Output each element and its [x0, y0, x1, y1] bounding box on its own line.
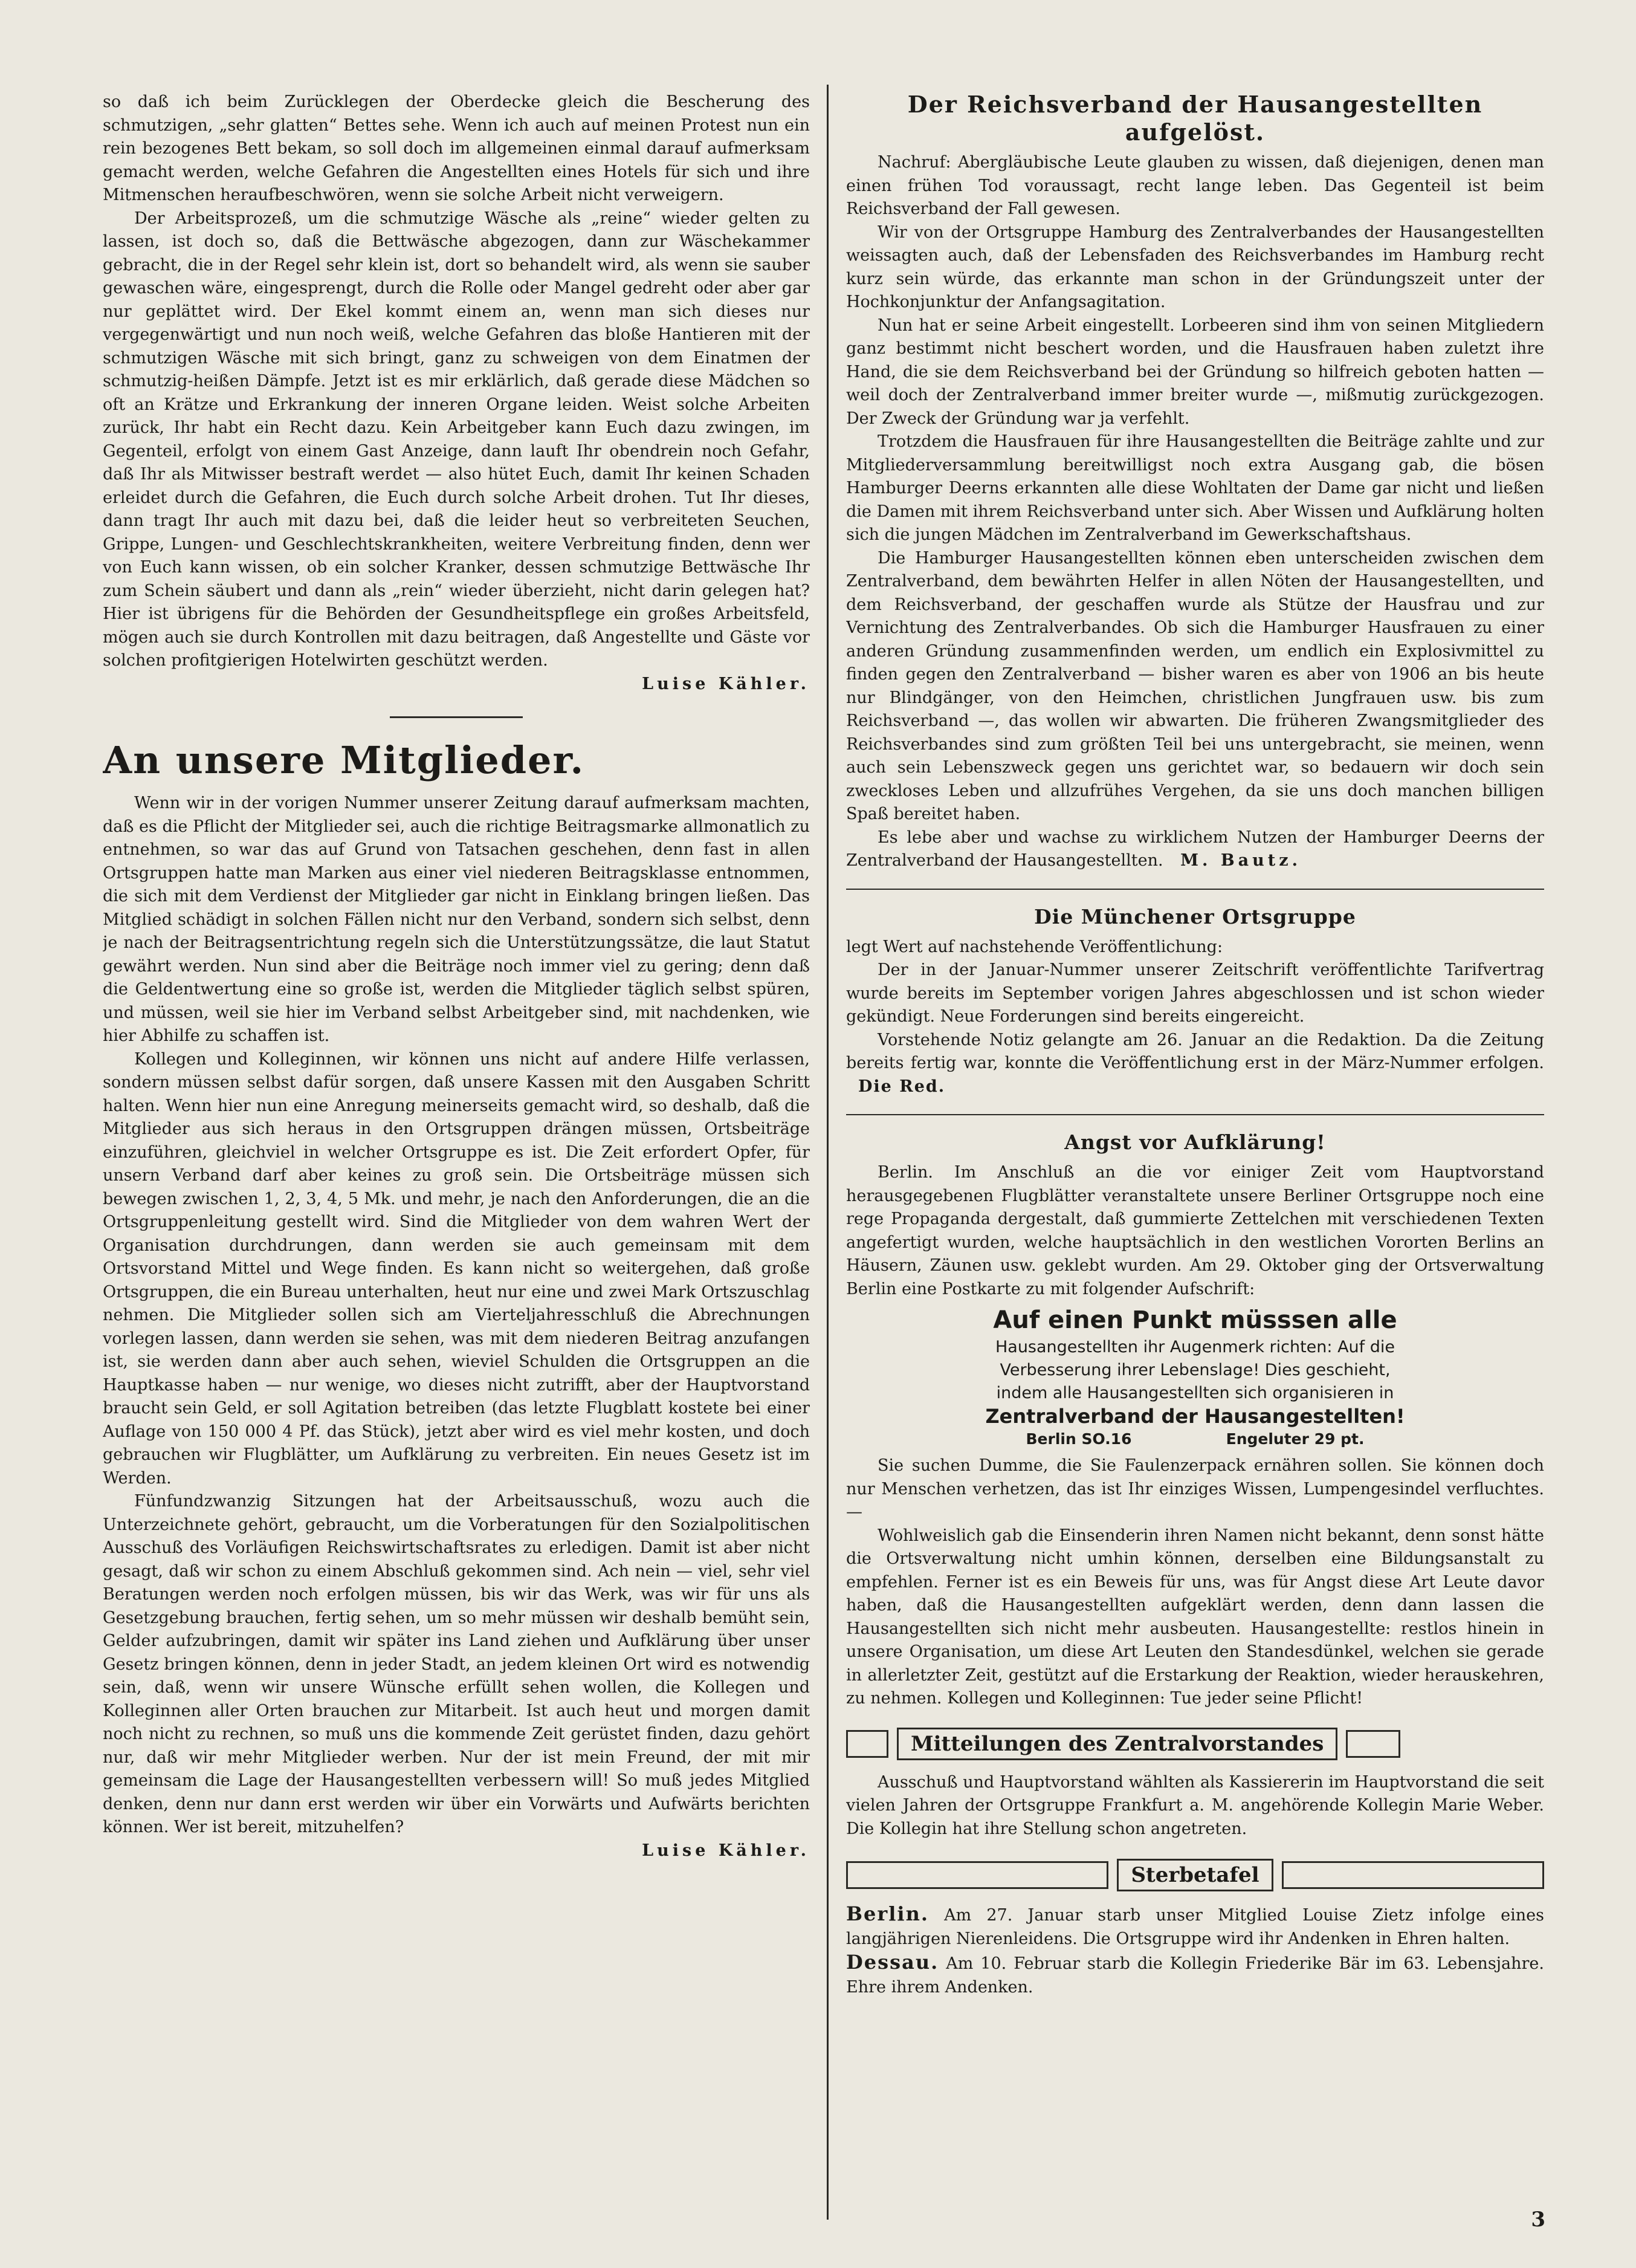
muenchen-signature: Die Red. — [858, 1077, 946, 1096]
header-ornament-box — [846, 1730, 888, 1758]
article-paragraph-3: Fünfundzwanzig Sitzungen hat der Arbeitsausschuß, wozu auch die Unterzeichnete gehört, gebraucht, um die Vorberatungen für den Sozialpolitischen Ausschuß des Vorläufigen Reichswirtschaftsrates zu erledigen. Damit ist aber nicht gesagt, daß wir schon zu einem Abschluß gekommen sind. Ach nein — viel, sehr viel Beratungen werden noch erfolgen müssen, bis wir das Werk, was wir für uns als Gesetzgebung brauchen, fertig sehen, um so mehr müssen wir deshalb bemüht sein, Gelder aufzubringen, damit wir später ins Land ziehen und Aufklärung über unser Gesetz bringen können, denn in jeder Stadt, an jedem kleinen Ort wird es notwendig sein, daß, wenn wir unsere Wünsche erfüllt sehen wollen, die Kollegen und Kolleginnen aller Orten brauchen zur Mitarbeit. Ist auch heut und morgen damit noch nicht zu rechnen, so muß uns die kommende Zeit gerüstet finden, dazu gehört nur, daß wir mehr Mitglieder werben. Nur der ist mein Freund, der mit mir gemeinsam die Lage der Hausangestellten verbessern will! So muß jedes Mitglied denken, denn nur dann erst werden wir über ein Vorwärts und Aufwärts berichten können. Wer ist bereit, mitzuhelfen? — [103, 1492, 810, 1836]
reichsverband-signature: M. Bautz. — [1180, 851, 1301, 870]
sterbetafel-place: Berlin. — [846, 1902, 929, 1925]
muenchen-paragraph-2-text: Vorstehende Notiz gelangte am 26. Januar an die Redaktion. Da die Zeitung bereits fertig war, konnte die Veröffentlichung erst in der März-Nummer erfolgen. — [846, 1030, 1544, 1072]
article-title: An unsere Mitglieder. — [103, 738, 585, 782]
mitteilungen-title: Mitteilungen des Zentralvorstandes — [897, 1728, 1337, 1760]
reichsverband-title: Der Reichsverband der Hausangestellten aufgelöst. — [907, 91, 1483, 146]
notice-address-right: Engeluter 29 pt. — [1226, 1430, 1365, 1448]
angst-paragraph-1: Berlin. Im Anschluß an die vor einiger Zeit vom Hauptvorstand herausgegebenen Flugblätter veranstaltete unsere Berliner Ortsgruppe noch eine rege Propaganda dergestalt, daß gummierte Zettelchen mit verschiedenen Texten angefertigt wurden, welche hauptsächlich in den westlichen Vororten Berlins an Häusern, Zäunen usw. geklebt wurden. Am 29. Oktober ging der Ortsverwaltung Berlin eine Postkarte zu mit folgender Aufschrift: — [846, 1163, 1544, 1298]
notice-organization: Zentralverband der Hausangestellten! — [985, 1405, 1405, 1428]
notice-address — [1026, 1428, 1365, 1451]
header-ornament-box — [846, 1861, 1108, 1889]
postcard-notice — [846, 1304, 1544, 1451]
sterbetafel-place: Dessau. — [846, 1951, 939, 1974]
reichsverband-paragraph-1: Nachruf: Abergläubische Leute glauben zu wissen, daß diejenigen, denen man einen frühen Tod voraussagt, recht lange leben. Das Gegenteil ist beim Reichsverband der Fall gewesen. — [846, 153, 1544, 218]
article-paragraph-2: Kollegen und Kolleginnen, wir können uns nicht auf andere Hilfe verlassen, sondern müssen selbst dafür sorgen, daß unsere Kassen mit den Ausgaben Schritt halten. Wenn hier nun eine Anregung meinerseits gemacht wird, so deshalb, daß die Mitglieder aus sich heraus in den Ortsgruppen drängen müssen, Ortsbeiträge einzuführen, gleichviel in welcher Ortsgruppe es ist. Die Zeit erfordert Opfer, für unsern Verband darf aber keines zu groß sein. Die Ortsbeiträge müssen sich bewegen zwischen 1, 2, 3, 4, 5 Mk. und mehr, je nach den Anforderungen, die an die Ortsgruppenleitung gestellt wird. Sind die Mitglieder von dem wahren Wert der Organisation durchdrungen, dann werden sie auch gemeinsam mit dem Ortsvorstand Mittel und Wege finden. Es kann nicht so weitergehen, daß große Ortsgruppen, die ein Bureau unterhalten, heut nur eine und zwei Mark Ortszuschlag nehmen. Die Mitglieder sollen sich am Vierteljahresschluß die Abrechnungen vorlegen lassen, dann werden sie sehen, was mit dem niederen Beitrag anzufangen ist, sie werden dann aber auch sehen, wieviel Schulden die Ortsgruppen an die Hauptkasse haben — nur wenige, wo dieses nicht zutrifft, aber der Hauptvorstand braucht sein Geld, er soll Agitation betreiben (das letzte Flugblatt kostete bei einer Auflage von 150 000 4 Pf. das Stück), jetzt aber wird es viel mehr kosten, und doch gebrauchen wir Flugblätter, um Aufklärung zu verbreiten. Ein neues Gesetz ist im Werden. — [103, 1049, 810, 1488]
article-divider — [390, 716, 523, 718]
reichsverband-closing: Es lebe aber und wachse zu wirklichem Nutzen der Hamburger Deerns der Zentralverband der Hausangestellten. — [846, 828, 1544, 870]
sterbetafel-entry — [846, 1902, 1544, 1951]
notice-line-1: Hausangestellten ihr Augenmerk richten: Auf die — [995, 1338, 1395, 1356]
angst-paragraph-3: Wohlweislich gab die Einsenderin ihren Namen nicht bekannt, denn sonst hätte die Ortsverwaltung nicht umhin können, derselben eine Bildungsanstalt zu empfehlen. Ferner ist es ein Beweis für uns, was für Angst diese Art Leute davor haben, daß die Hausangestellten aufgeklärt werden, denn dann lassen die Hausangestellten sich nicht mehr ausbeuten. Hausangestellte: restlos hinein in unsere Organisation, um diese Art Leuten den Standesdünkel, welchen sie gerade in allerletzter Zeit, gestützt auf die Erstarkung der Reaktion, wieder herauskehren, zu nehmen. Kollegen und Kolleginnen: Tue jeder seine Pflicht! — [846, 1526, 1544, 1708]
mitteilungen-paragraph: Ausschuß und Hauptvorstand wählten als Kassiererin im Hauptvorstand die seit vielen Jahren der Ortsgruppe Frankfurt a. M. angehörende Kollegin Marie Weber. Die Kollegin hat ihre Stellung schon angetreten. — [846, 1772, 1544, 1838]
article-signature: Luise Kähler. — [642, 1841, 810, 1860]
column-divider — [827, 85, 829, 2220]
notice-address-left: Berlin SO.16 — [1026, 1430, 1132, 1448]
left-column — [103, 91, 810, 2195]
reichsverband-paragraph-4: Trotzdem die Hausfrauen für ihre Hausangestellten die Beiträge zahlte und zur Mitgliederversammlung bereitwilligst noch extra Ausgang gab, die bösen Hamburger Deerns erkannten alle diese Wohltaten der Dame gar nicht und ließen die Damen mit ihrem Reichsverband unter sich. Aber Wissen und Aufklärung holten sich die jungen Mädchen im Zentralverband im Gewerkschaftshaus. — [846, 432, 1544, 544]
continued-signature: Luise Kähler. — [642, 674, 810, 693]
muenchen-title: Die Münchener Ortsgruppe — [1034, 904, 1356, 928]
angst-paragraph-2: Sie suchen Dumme, die Sie Faulenzerpack ernähren sollen. Sie können doch nur Menschen verhetzen, das ist Ihr einziges Wissen, Lumpengesindel verfluchtes. — — [846, 1456, 1544, 1521]
angst-title: Angst vor Aufklärung! — [1064, 1130, 1326, 1154]
sterbetafel-header — [846, 1859, 1544, 1891]
article-paragraph-1: Wenn wir in der vorigen Nummer unserer Zeitung darauf aufmerksam machten, daß es die Pflicht der Mitglieder sei, auch die richtige Beitragsmarke allmonatlich zu entnehmen, so war das auf Grund von Tatsachen geschehen, denn fast in allen Ortsgruppen hatte man Marken aus einer viel niederen Beitragsklasse entnommen, die sich mit dem Verdienst der Mitglieder gar nicht in Einklang bringen ließen. Das Mitglied schädigt in solchen Fällen nicht nur den Verband, sondern sich selbst, denn je nach der Beitragsentrichtung regeln sich die Unterstützungssätze, die laut Statut gewährt werden. Nun sind aber die Beiträge noch immer viel zu gering; denn daß die Geldentwertung eine so große ist, werden die Mitglieder täglich selbst spüren, und müssen, weil sie hier im Verband selbst Arbeitgeber sind, mit nachdenken, wie hier Abhilfe zu schaffen ist. — [103, 794, 810, 1045]
muenchen-paragraph-2 — [846, 1029, 1544, 1099]
sterbetafel-text: Am 27. Januar starb unser Mitglied Louise Zietz infolge eines langjährigen Nierenleidens. Die Ortsgruppe wird ihr Andenken in Ehren halten. — [846, 1906, 1544, 1948]
section-divider — [846, 889, 1544, 890]
muenchen-intro: legt Wert auf nachstehende Veröffentlichung: — [846, 937, 1223, 956]
header-ornament-box — [1346, 1730, 1400, 1758]
mitteilungen-header — [846, 1728, 1544, 1760]
sterbetafel-text: Am 10. Februar starb die Kollegin Friederike Bär im 63. Lebensjahre. Ehre ihrem Andenken. — [846, 1954, 1544, 1997]
header-ornament-box — [1282, 1861, 1544, 1889]
sterbetafel-entry — [846, 1951, 1544, 1999]
continued-paragraph-1: so daß ich beim Zurücklegen der Oberdecke gleich die Bescherung des schmutzigen, „sehr glatten“ Bettes sehe. Wenn ich auch auf meinen Protest nun ein rein bezogenes Bett bekam, so soll doch im allgemeinen einmal darauf aufmerksam gemacht werden, welche Gefahren die Angestellten eines Hotels für sich und ihre Mitmenschen heraufbeschwören, wenn sie solche Arbeit nicht verweigern. — [103, 92, 810, 204]
reichsverband-paragraph-2: Wir von der Ortsgruppe Hamburg des Zentralverbandes der Hausangestellten weissagten auch, daß der Lebensfaden des Reichsverbandes im Hamburg recht kurz sein würde, das erkannte man schon in der Gründungszeit unter der Hochkonjunktur der Anfangsagitation. — [846, 222, 1544, 311]
right-column — [846, 91, 1544, 2195]
reichsverband-paragraph-5: Die Hamburger Hausangestellten können eben unterscheiden zwischen dem Zentralverband, dem bewährten Helfer in allen Nöten der Hausangestellten, und dem Reichsverband, der geschaffen wurde als Stütze der Hausfrau und zur Vernichtung des Zentralverbandes. Ob sich die Hamburger Hausfrauen zu einer anderen Gründung zusammenfinden werden, um endlich ein Explosivmittel zu finden gegen den Zentralverband — bisher waren es aber von 1906 an bis heute nur Blindgänger, von den Heimchen, christlichen Jungfrauen usw. bis zum Reichsverband —, das wollen wir abwarten. Die früheren Zwangsmitglieder des Reichsverbandes sind zum größten Teil bei uns untergebracht, sie meinen, wenn auch sein Lebenszweck gegen uns gerichtet war, so bedauern wir doch sein zweckloses Leben und allzufrühes Vergehen, da sie uns doch manchen billigen Spaß bereitet haben. — [846, 548, 1544, 823]
notice-headline: Auf einen Punkt müsssen alle — [993, 1306, 1397, 1334]
notice-line-3: indem alle Hausangestellten sich organisieren in — [996, 1384, 1394, 1402]
page-number: 3 — [1531, 2208, 1545, 2232]
section-divider — [846, 1114, 1544, 1115]
muenchen-paragraph-1: Der in der Januar-Nummer unserer Zeitschrift veröffentlichte Tarifvertrag wurde bereits im September vorigen Jahres abgeschlossen und ist schon wieder gekündigt. Neue Forderungen sind bereits eingereicht. — [846, 961, 1544, 1026]
sterbetafel-title: Sterbetafel — [1117, 1859, 1273, 1891]
reichsverband-paragraph-3: Nun hat er seine Arbeit eingestellt. Lorbeeren sind ihm von seinen Mitgliedern ganz bestimmt nicht beschert worden, und die Hausfrauen haben zuletzt ihre Hand, die sie dem Reichsverband bei der Gründung so hilfreich geboten hatten — weil doch der Zentralverband immer breiter wurde —, mißmutig zurückgezogen. Der Zweck der Gründung war ja verfehlt. — [846, 316, 1544, 428]
reichsverband-paragraph-6 — [846, 826, 1544, 873]
continued-paragraph-2: Der Arbeitsprozeß, um die schmutzige Wäsche als „reine“ wieder gelten zu lassen, ist doch so, daß die Bettwäsche abgezogen, dann zur Wäschekammer gebracht, die in der Regel sehr klein ist, dort so behandelt wird, als wenn sie sauber gewaschen wäre, eingesprengt, durch die Rolle oder Mangel gedreht oder aber gar nur geplättet wird. Der Ekel kommt einem an, wenn man sich dieses nur vergegenwärtigt und nun noch weiß, welche Gefahren das bloße Hantieren mit der schmutzigen Wäsche mit sich bringt, ganz zu schweigen von dem Einatmen der schmutzig-heißen Dämpfe. Jetzt ist es mir erklärlich, daß gerade diese Mädchen so oft an Krätze und Erkrankung der inneren Organe leiden. Weist solche Arbeiten zurück, Ihr habt ein Recht dazu. Kein Arbeitgeber kann Euch dazu zwingen, im Gegenteil, erfolgt von einem Gast Anzeige, dann lauft Ihr obendrein noch Gefahr, daß Ihr als Mitwisser bestraft werdet — also hütet Euch, damit Ihr keinen Schaden erleidet durch die Gefahren, die Euch durch solche Arbeit drohen. Tut Ihr dieses, dann tragt Ihr auch mit dazu bei, daß die leider heut so verbreiteten Seuchen, Grippe, Lungen- und Geschlechtskrankheiten, weitere Verbreitung finden, denn wer von Euch kann wissen, ob ein solcher Kranker, dessen schmutzige Bettwäsche Ihr zum Schein säubert und dann als „rein“ wieder überzieht, nicht darin gelegen hat? Hier ist übrigens für die Behörden der Gesundheitspflege ein großes Arbeitsfeld, mögen auch sie durch Kontrollen mit dazu beitragen, daß Angestellte und Gäste vor solchen profitgierigen Hotelwirten geschützt werden. — [103, 209, 810, 670]
notice-line-2: Verbesserung ihrer Lebenslage! Dies geschieht, — [1000, 1361, 1391, 1379]
